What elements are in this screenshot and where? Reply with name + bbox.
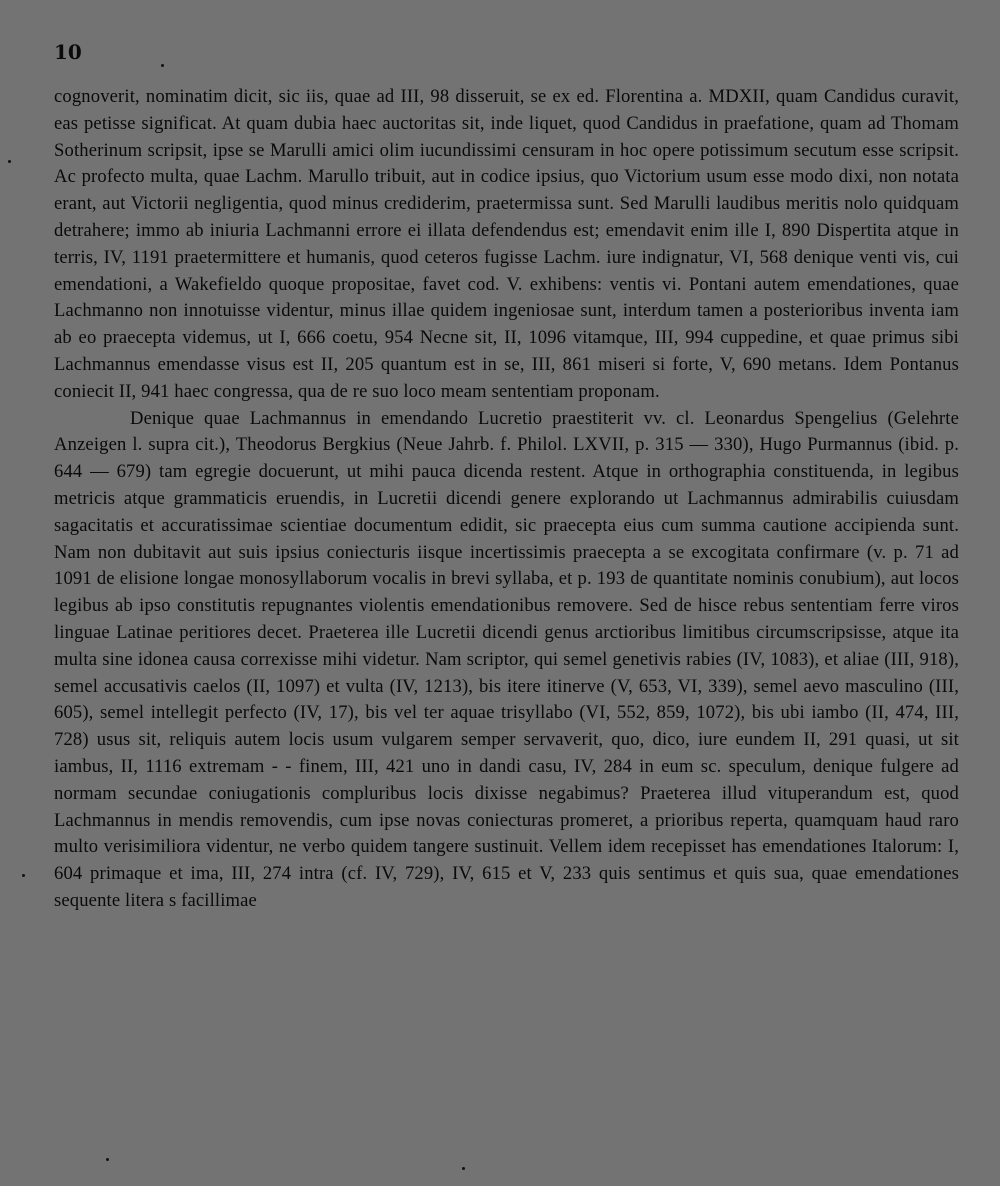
scan-speck: [106, 1158, 109, 1161]
scan-speck: [22, 874, 25, 877]
page-number: 10: [54, 40, 82, 64]
scan-speck: [8, 160, 11, 163]
body-text: [54, 84, 959, 915]
scan-speck: [161, 64, 164, 67]
paragraph-1: cognoverit, nominatim dicit, sic iis, quae ad III, 98 disseruit, se ex ed. Florentina a. MDXII, quam Candidus curavit, eas petisse significat. At quam dubia haec auctoritas sit, inde liquet, quod Candidus in praefatione, quam ad Thomam Sotherinum scripsit, ipse se Marulli amici olim iucundissimi censuram in hoc opere potissimum secutum esse scripsit. Ac profecto multa, quae Lachm. Marullo tribuit, aut in codice ipsius, quo Victorium usum esse modo dixi, non notata erant, aut Victorii negligentia, quod minus crediderim, praetermissa sunt. Sed Marulli laudibus meritis nolo quidquam detrahere; immo ab iniuria Lachmanni errore ei illata defendendus est; emendavit enim ille I, 890 Dispertita atque in terris, IV, 1191 praetermittere et humanis, quod ceteros fugisse Lachm. iure indignatur, VI, 568 denique venti vis, cui emendationi, a Wakefieldo quoque propositae, favet cod. V. exhibens: ventis vi. Pontani autem emendationes, quae Lachmanno non innotuisse videntur, minus illae quidem ingeniosae sunt, interdum tamen a posterioribus inventa iam ab eo praecepta videmus, ut I, 666 coetu, 954 Necne sit, II, 1096 vitamque, III, 994 cuppedine, et quae primus sibi Lachmannus emendasse visus est II, 205 quantum est in se, III, 861 miseri si forte, V, 690 metans. Idem Pontanus coniecit II, 941 haec congressa, qua de re suo loco meam sententiam proponam.: [54, 86, 959, 402]
paragraph-2: Denique quae Lachmannus in emendando Lucretio praestiterit vv. cl. Leonardus Spengelius (Gelehrte Anzeigen l. supra cit.), Theodorus Bergkius (Neue Jahrb. f. Philol. LXVII, p. 315 — 330), Hugo Purmannus (ibid. p. 644 — 679) tam egregie docuerunt, ut mihi pauca dicenda restent. Atque in orthographia constituenda, in legibus metricis atque grammaticis eruendis, in Lucretii dicendi genere explorando ut Lachmannus admirabilis cuiusdam sagacitatis et accuratissimae scientiae documentum edidit, sic praecepta eius cum summa cautione accipienda sunt. Nam non dubitavit aut suis ipsius coniecturis iisque incertissimis praecepta a se excogitata confirmare (v. p. 71 ad 1091 de elisione longae monosyllaborum vocalis in brevi syllaba, et p. 193 de quantitate nominis conubium), aut locos legibus ab ipso constitutis repugnantes violentis emendationibus removere. Sed de hisce rebus sententiam ferre viros linguae Latinae peritiores decet. Praeterea ille Lucretii dicendi genus arctioribus limitibus circumscripsisse, atque ita multa sine idonea causa correxisse mihi videtur. Nam scriptor, qui semel genetivis rabies (IV, 1083), et aliae (III, 918), semel accusativis caelos (II, 1097) et vulta (IV, 1213), bis itere itinerve (V, 653, VI, 339), semel aevo masculino (III, 605), semel intellegit perfecto (IV, 17), bis vel ter aquae trisyllabo (VI, 552, 859, 1072), bis ubi iambo (II, 474, III, 728) usus sit, reliquis autem locis usum vulgarem semper servaverit, quo, dico, iure eundem II, 291 quasi, ut sit iambus, II, 1116 extremam - - finem, III, 421 uno in dandi casu, IV, 284 in eum sc. speculum, denique fulgere ad normam secundae coniugationis compluribus locis dixisse negabimus? Praeterea illud vituperandum est, quod Lachmannus in mendis removendis, cum ipse novas coniecturas promeret, a prioribus reperta, quamquam haud raro multo verisimiliora videntur, ne verbo quidem tangere sustinuit. Vellem idem recepisset has emendationes Italorum: I, 604 primaque et ima, III, 274 intra (cf. IV, 729), IV, 615 et V, 233 quis sentimus et quis sua, quae emendationes sequente litera s facillimae: [54, 407, 959, 911]
scan-speck: [462, 1167, 465, 1170]
